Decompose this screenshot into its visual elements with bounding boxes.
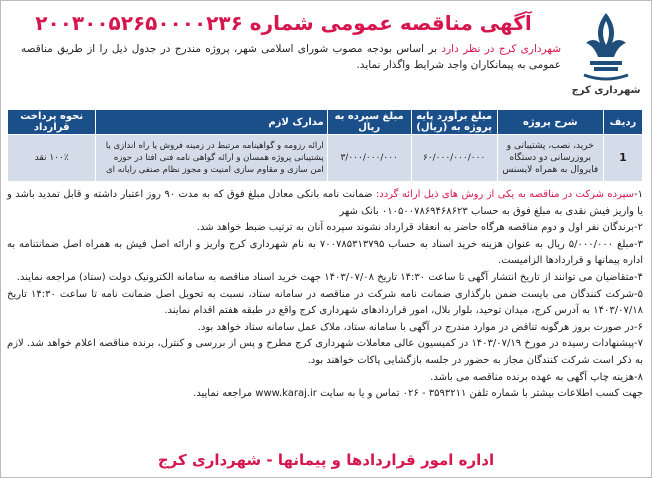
tender-table bbox=[7, 109, 643, 182]
cell-payment-method: ۱۰۰٪ نقد bbox=[8, 135, 96, 182]
cell-project-description: خرید، نصب، پشتیبانی و بروزرسانی دو دستگاه فایروال به همراه لایسنس bbox=[497, 135, 603, 182]
logo-caption: شهرداری کرج bbox=[571, 85, 641, 96]
note-item: ۷-پیشنهادات رسیده در مورخ ۱۴۰۳/۰۷/۱۹ در کمیسیون عالی معاملات شهرداری کرج مطرح و پس از بررسی و کنترل، برنده مناقصه اعلام خواهد شد. لازم به ذکر است شرکت کنندگان مجاز به حضور در جلسه بازگشایی پاکات خواهند بود. bbox=[7, 338, 643, 366]
table-header-row bbox=[8, 110, 643, 135]
note-item: ۴-متقاضیان می توانند از تاریخ انتشار آگهی تا ساعت ۱۴:۳۰ تاریخ ۱۴۰۳/۰۷/۰۸ جهت خرید اسناد مناقصه به سامانه الکترونیک دولت (ستاد) مراجعه نمایند. bbox=[16, 271, 643, 283]
table-row bbox=[8, 135, 643, 182]
note-item: ۵-شرکت کنندگان می بایست ضمن بارگذاری ضمانت نامه شرکت در مناقصه در سامانه ستاد، نسبت به تحویل اصل ضمانت نامه تا ساعت ۱۴:۳۰ تاریخ ۱۴۰۳/۰۷/۱۸ به آدرس کرج، میدان توحید، بلوار بلال، امور قراردادهای شهرداری کرج واقع در طبقه هفتم اقدام نمایند. bbox=[7, 288, 644, 317]
note-item: ۳-مبلغ ۵/۰۰۰/۰۰۰ ریال به عنوان هزینه خرید اسناد به حساب ۷۰۰۷۸۵۳۱۳۷۹۵ به نام شهرداری کرج واریز و ارائه اصل فیش به همراه اصل ضمانتنامه به اداره پیمانها و قراردادها الزامیست. bbox=[7, 238, 644, 267]
notes-list bbox=[7, 187, 643, 403]
intro-highlight: شهرداری کرج در نظر دارد bbox=[441, 43, 561, 55]
cell-required-documents: ارائه رزومه و گواهینامه مرتبط در زمینه فروش یا راه اندازی یا پشتیبانی پروژه همسان و ارائه گواهی نامه فنی افتا در حوزه امن سازی و مقاوم سازی امنیت و مجوز نظام صنفی رایانه ای bbox=[96, 135, 327, 182]
karaj-emblem-icon bbox=[576, 9, 636, 83]
municipality-logo bbox=[567, 9, 645, 107]
header-base-estimate: مبلغ برآورد پایه پروژه به (ریال) bbox=[411, 110, 497, 135]
note-item: ۲-برندگان نفر اول و دوم مناقصه هرگاه حاضر به انعقاد قرارداد نشوند سپرده آنان به ترتیب ضبط خواهد شد. bbox=[196, 222, 643, 234]
intro-paragraph bbox=[21, 41, 561, 73]
intro-text: بر اساس بودجه مصوب شورای اسلامی شهر، پروژه مندرج در جدول ذیل را از طریق مناقصه عمومی به پیمانکاران واجد شرایط واگذار نماید. bbox=[21, 43, 561, 71]
cell-row-number: 1 bbox=[603, 135, 642, 182]
note-item: ۸-هزینه چاپ آگهی به عهده برنده مناقصه می باشد. bbox=[430, 371, 643, 383]
header-deposit: مبلغ سپرده به ریال bbox=[327, 110, 411, 135]
contact-line: جهت کسب اطلاعات بیشتر با شماره تلفن ۳۵۹۳۲۱۱ - ۰۲۶ تماس و یا به سایت www.karaj.ir مراجعه نمایید. bbox=[193, 388, 643, 400]
header-payment-method: نحوه پرداخت قرارداد bbox=[8, 110, 96, 135]
header-project-description: شرح پروژه bbox=[497, 110, 603, 135]
cell-base-estimate: ۶۰/۰۰۰/۰۰۰/۰۰۰ bbox=[411, 135, 497, 182]
footer-signature: اداره امور قراردادها و پیمانها - شهرداری کرج bbox=[157, 451, 495, 469]
cell-deposit: ۳/۰۰۰/۰۰۰/۰۰۰ bbox=[327, 135, 411, 182]
note-item: ۱-سپرده شرکت در مناقصه به یکی از روش های ذیل ارائه گردد: ضمانت نامه بانکی معادل مبلغ فوق که به مدت ۹۰ روز اعتبار داشته و قابل تمدید باشد و یا واریز فیش نقدی به مبلغ فوق به حساب ۰۱۰۵۰۰۷۸۶۹۴۶۸۶۲۳ بانک شهر bbox=[7, 189, 643, 217]
note-item: ۶-در صورت بروز هرگونه تناقض در موارد مندرج در آگهی با سامانه ستاد، ملاک عمل سامانه ستاد خواهد بود. bbox=[197, 321, 643, 333]
header-row-number: ردیف bbox=[603, 110, 642, 135]
notice-title: آگهی مناقصه عمومی شماره ۲۰۰۳۰۰۵۲۶۵۰۰۰۰۲۳۶ bbox=[35, 11, 532, 35]
header-required-documents: مدارک لازم bbox=[96, 110, 327, 135]
